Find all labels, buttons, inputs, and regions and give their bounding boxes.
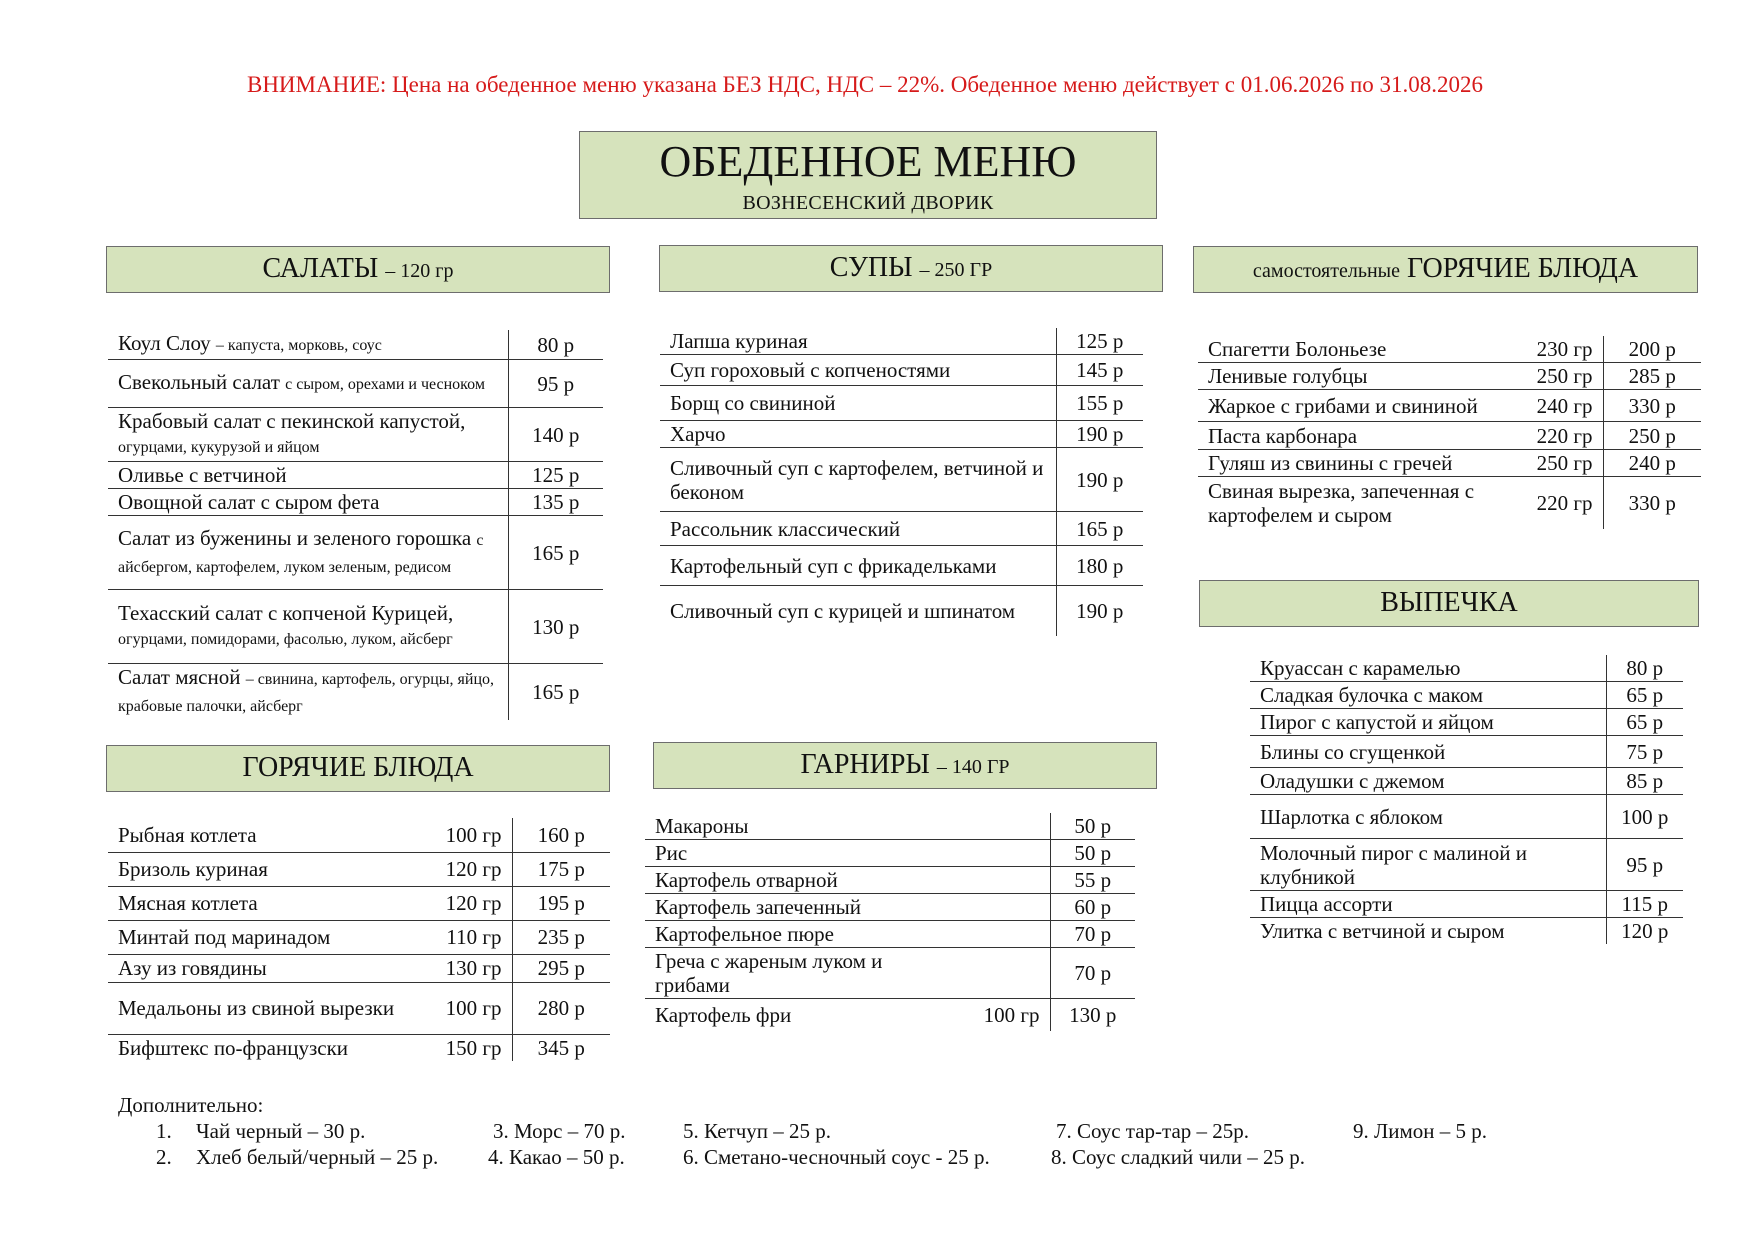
dish-cell bbox=[660, 386, 1056, 421]
soups-header bbox=[659, 245, 1163, 292]
dish-weight bbox=[945, 948, 1050, 999]
salads-header bbox=[106, 246, 610, 293]
dish-cell bbox=[1250, 839, 1606, 891]
menu-row bbox=[108, 920, 610, 954]
menu-row bbox=[645, 840, 1135, 867]
dish-name: Свекольный салат bbox=[118, 370, 280, 394]
dish-name: Бризоль куриная bbox=[118, 857, 268, 881]
dish-name: Крабовый салат с пекинской капустой, bbox=[118, 409, 466, 433]
dish-name: Рассольник классический bbox=[670, 516, 901, 541]
dish-name: Медальоны из свиной вырезки bbox=[118, 996, 395, 1020]
dish-cell bbox=[108, 920, 408, 954]
dish-cell bbox=[645, 867, 945, 894]
dish-weight: 100 гр bbox=[445, 996, 502, 1020]
dish-weight: 130 гр bbox=[445, 956, 502, 980]
menu-row bbox=[660, 328, 1143, 355]
dish-price: 120 р bbox=[1606, 918, 1683, 945]
menu-row bbox=[1250, 891, 1683, 918]
hot-header bbox=[106, 745, 610, 792]
menu-row bbox=[1198, 390, 1701, 422]
menu-row bbox=[108, 462, 603, 489]
dish-weight: 230 гр bbox=[1536, 337, 1593, 361]
vat-notice: ВНИМАНИЕ: Цена на обеденное меню указана БЕЗ НДС, НДС – 22%. Обеденное меню действует с 01.06.2026 по 31.08.2026 bbox=[246, 72, 1483, 97]
menu-row bbox=[645, 999, 1135, 1031]
dish-name: Картофель отварной bbox=[655, 868, 838, 892]
dish-name: Рис bbox=[655, 841, 688, 865]
dish-price: 85 р bbox=[1606, 768, 1683, 795]
garnish-title: ГАРНИРЫ bbox=[800, 749, 930, 780]
menu-row bbox=[1198, 363, 1701, 390]
menu-row bbox=[108, 886, 610, 920]
dish-weight bbox=[945, 921, 1050, 948]
dish-name: Суп гороховый с копченостями bbox=[670, 358, 951, 382]
dish-price: 160 р bbox=[512, 818, 610, 852]
dish-name: Бифштекс по-французски bbox=[118, 1035, 349, 1060]
extras-item: Чай черный – 30 р. bbox=[196, 1119, 366, 1143]
restaurant-name: ВОЗНЕСЕНСКИЙ ДВОРИК bbox=[742, 192, 994, 214]
extras-item: 3. Морс – 70 р. bbox=[493, 1119, 626, 1143]
dish-name: Минтай под маринадом bbox=[118, 925, 331, 949]
dish-name: Техасский салат с копченой Курицей, bbox=[118, 601, 454, 625]
dish-weight: 250 гр bbox=[1536, 451, 1593, 475]
menu-row bbox=[108, 489, 603, 516]
dish-cell bbox=[1198, 477, 1508, 529]
dish-cell bbox=[1198, 450, 1508, 477]
garnish-table bbox=[645, 813, 1135, 1031]
dish-cell bbox=[645, 948, 945, 999]
dish-weight: 220 гр bbox=[1536, 423, 1593, 448]
dish-name: Оладушки с джемом bbox=[1260, 769, 1445, 793]
garnish-header bbox=[653, 742, 1157, 789]
dish-price: 190 р bbox=[1056, 448, 1143, 512]
dish-cell bbox=[1198, 336, 1508, 363]
dish-name: Мясная котлета bbox=[118, 891, 258, 915]
extras-title: Дополнительно: bbox=[118, 1093, 264, 1117]
standalone-hot-table bbox=[1198, 336, 1701, 529]
dish-price: 65 р bbox=[1606, 682, 1683, 709]
dish-cell bbox=[660, 355, 1056, 386]
dish-price: 295 р bbox=[512, 954, 610, 982]
menu-row bbox=[660, 512, 1143, 546]
menu-row bbox=[108, 818, 610, 852]
dish-name: Коул Слоу bbox=[118, 331, 211, 355]
dish-weight bbox=[945, 867, 1050, 894]
dish-name: Оливье с ветчиной bbox=[118, 463, 287, 487]
dish-price: 130 р bbox=[508, 590, 603, 664]
dish-price: 80 р bbox=[1606, 655, 1683, 682]
dish-price: 250 р bbox=[1603, 422, 1701, 450]
dish-name: Картофель фри bbox=[655, 1002, 792, 1027]
dish-cell bbox=[108, 590, 508, 664]
dish-price: 65 р bbox=[1606, 709, 1683, 736]
dish-cell bbox=[1250, 655, 1606, 682]
extras-item: 2. bbox=[156, 1145, 172, 1169]
dish-name: Круассан с карамелью bbox=[1260, 656, 1461, 680]
dish-name: Картофельное пюре bbox=[655, 922, 834, 946]
extras-item: 5. Кетчуп – 25 р. bbox=[683, 1119, 832, 1143]
dish-cell bbox=[645, 894, 945, 921]
menu-row bbox=[108, 360, 603, 408]
dish-cell bbox=[1250, 768, 1606, 795]
dish-name: Гуляш из свинины с гречей bbox=[1208, 451, 1453, 475]
dish-price: 345 р bbox=[512, 1034, 610, 1061]
dish-name: Азу из говядины bbox=[118, 956, 267, 980]
dish-name: Рыбная котлета bbox=[118, 822, 257, 847]
dish-price: 175 р bbox=[512, 852, 610, 886]
menu-row bbox=[108, 852, 610, 886]
menu-row bbox=[108, 664, 603, 721]
menu-row bbox=[108, 590, 603, 664]
extras-item: 9. Лимон – 5 р. bbox=[1353, 1119, 1488, 1143]
dish-cell bbox=[1250, 682, 1606, 709]
dish-price: 330 р bbox=[1603, 477, 1701, 529]
dish-cell bbox=[108, 886, 408, 920]
dish-price: 50 р bbox=[1050, 840, 1135, 867]
menu-row bbox=[1250, 795, 1683, 839]
dish-name: Сливочный суп с картофелем, ветчиной и беконом bbox=[670, 455, 1044, 504]
dish-price: 165 р bbox=[508, 516, 603, 590]
menu-row bbox=[660, 546, 1143, 586]
dish-cell bbox=[108, 462, 508, 489]
dish-cell bbox=[1250, 891, 1606, 918]
dish-cell bbox=[108, 330, 508, 360]
dish-name: Блины со сгущенкой bbox=[1260, 739, 1446, 764]
dish-price: 55 р bbox=[1050, 867, 1135, 894]
dish-price: 200 р bbox=[1603, 336, 1701, 363]
dish-cell bbox=[108, 818, 408, 852]
dish-name: Спагетти Болоньезе bbox=[1208, 337, 1387, 361]
dish-price: 135 р bbox=[508, 489, 603, 516]
dish-name: Овощной салат с сыром фета bbox=[118, 490, 380, 514]
dish-price: 235 р bbox=[512, 920, 610, 954]
dish-description: с сыром, орехами и чесноком bbox=[285, 376, 485, 393]
dish-weight bbox=[945, 813, 1050, 840]
soups-weight: – 250 ГР bbox=[919, 259, 993, 281]
garnish-weight: – 140 ГР bbox=[936, 756, 1010, 778]
extras-item: 7. Соус тар-тар – 25р. bbox=[1056, 1119, 1250, 1143]
menu-row bbox=[1250, 918, 1683, 945]
dish-name: Пицца ассорти bbox=[1260, 892, 1393, 916]
menu-row bbox=[108, 1034, 610, 1061]
dish-price: 190 р bbox=[1056, 586, 1143, 636]
dish-name: Макароны bbox=[655, 814, 749, 838]
dish-price: 190 р bbox=[1056, 421, 1143, 448]
dish-weight bbox=[945, 894, 1050, 921]
standalone-hot-title: ГОРЯЧИЕ БЛЮДА bbox=[1406, 253, 1639, 284]
dish-description: с айсбергом, картофелем, луком зеленым, редисом bbox=[118, 531, 484, 576]
dish-cell bbox=[645, 813, 945, 840]
dish-name: Пирог с капустой и яйцом bbox=[1260, 710, 1494, 734]
dish-name: Салат из буженины и зеленого горошка bbox=[118, 525, 472, 550]
extras-item: 8. Соус сладкий чили – 25 р. bbox=[1051, 1145, 1306, 1169]
dish-cell bbox=[660, 546, 1056, 586]
dish-cell bbox=[1250, 795, 1606, 839]
hot-table bbox=[108, 818, 610, 1061]
dish-weight: 110 гр bbox=[446, 925, 502, 949]
dish-cell bbox=[108, 1034, 408, 1061]
dish-weight: 120 гр bbox=[445, 857, 502, 881]
dish-cell bbox=[108, 852, 408, 886]
dish-cell bbox=[108, 982, 408, 1034]
dish-name: Харчо bbox=[670, 422, 726, 446]
dish-cell bbox=[1198, 422, 1508, 450]
menu-row bbox=[660, 586, 1143, 636]
dish-cell bbox=[660, 421, 1056, 448]
menu-row bbox=[660, 448, 1143, 512]
dish-cell bbox=[1250, 709, 1606, 736]
dish-price: 100 р bbox=[1606, 795, 1683, 839]
dish-price: 165 р bbox=[508, 664, 603, 721]
standalone-hot-header bbox=[1193, 246, 1698, 293]
dish-cell bbox=[660, 328, 1056, 355]
bakery-header bbox=[1199, 580, 1699, 627]
dish-weight: 100 гр bbox=[983, 1002, 1040, 1027]
soups-table bbox=[660, 328, 1143, 636]
menu-row bbox=[645, 921, 1135, 948]
dish-name: Сливочный суп с курицей и шпинатом bbox=[670, 598, 1016, 623]
dish-name: Сладкая булочка с маком bbox=[1260, 683, 1484, 707]
dish-name: Картофельный суп с фрикадельками bbox=[670, 553, 997, 578]
menu-row bbox=[1198, 450, 1701, 477]
dish-price: 145 р bbox=[1056, 355, 1143, 386]
dish-price: 125 р bbox=[1056, 328, 1143, 355]
menu-row bbox=[108, 954, 610, 982]
menu-row bbox=[660, 355, 1143, 386]
dish-price: 75 р bbox=[1606, 736, 1683, 768]
dish-price: 60 р bbox=[1050, 894, 1135, 921]
dish-cell bbox=[645, 921, 945, 948]
dish-price: 240 р bbox=[1603, 450, 1701, 477]
bakery-title: ВЫПЕЧКА bbox=[1380, 587, 1518, 618]
dish-price: 285 р bbox=[1603, 363, 1701, 390]
dish-name: Салат мясной bbox=[118, 665, 241, 689]
dish-cell bbox=[108, 408, 508, 462]
menu-row bbox=[1198, 477, 1701, 529]
extras-row-2 bbox=[118, 1144, 1487, 1170]
dish-description: – капуста, морковь, соус bbox=[215, 337, 382, 354]
menu-row bbox=[645, 867, 1135, 894]
dish-price: 140 р bbox=[508, 408, 603, 462]
dish-price: 155 р bbox=[1056, 386, 1143, 421]
dish-price: 50 р bbox=[1050, 813, 1135, 840]
extras-item: 4. Какао – 50 р. bbox=[488, 1145, 625, 1169]
dish-name: Молочный пирог с малиной и клубникой bbox=[1260, 840, 1527, 889]
dish-name: Улитка с ветчиной и сыром bbox=[1260, 919, 1505, 943]
dish-price: 70 р bbox=[1050, 921, 1135, 948]
dish-cell bbox=[108, 954, 408, 982]
dish-name: Шарлотка с яблоком bbox=[1260, 804, 1443, 829]
dish-price: 195 р bbox=[512, 886, 610, 920]
dish-weight: 250 гр bbox=[1536, 364, 1593, 388]
menu-title: ОБЕДЕННОЕ МЕНЮ bbox=[659, 137, 1077, 186]
menu-title-box bbox=[579, 131, 1157, 219]
dish-cell bbox=[108, 489, 508, 516]
dish-name: Лапша куриная bbox=[670, 329, 808, 353]
menu-row bbox=[108, 982, 610, 1034]
dish-price: 125 р bbox=[508, 462, 603, 489]
dish-weight: 220 гр bbox=[1536, 490, 1593, 515]
extras-section bbox=[118, 1092, 1487, 1170]
dish-cell bbox=[1198, 363, 1508, 390]
dish-cell bbox=[660, 512, 1056, 546]
menu-row bbox=[1250, 682, 1683, 709]
dish-name: Ленивые голубцы bbox=[1208, 364, 1368, 388]
dish-price: 180 р bbox=[1056, 546, 1143, 586]
extras-item: 1. bbox=[156, 1119, 172, 1143]
soups-title: СУПЫ bbox=[829, 252, 913, 283]
dish-description: огурцами, помидорами, фасолью, луком, айсберг bbox=[118, 631, 453, 648]
dish-cell bbox=[1198, 390, 1508, 422]
dish-price: 165 р bbox=[1056, 512, 1143, 546]
extras-row-1 bbox=[118, 1118, 1487, 1144]
salads-table bbox=[108, 330, 603, 720]
dish-cell bbox=[1250, 918, 1606, 945]
dish-weight: 100 гр bbox=[445, 822, 502, 847]
standalone-hot-prefix: самостоятельные bbox=[1252, 260, 1400, 282]
dish-cell bbox=[645, 840, 945, 867]
hot-title: ГОРЯЧИЕ БЛЮДА bbox=[242, 752, 474, 783]
dish-name: Жаркое с грибами и свининой bbox=[1208, 393, 1478, 418]
menu-row bbox=[108, 408, 603, 462]
menu-row bbox=[1198, 422, 1701, 450]
dish-description: – свинина, картофель, огурцы, яйцо, крабовые палочки, айсберг bbox=[118, 671, 495, 715]
bakery-table bbox=[1250, 655, 1683, 944]
menu-row bbox=[1250, 709, 1683, 736]
menu-row bbox=[660, 421, 1143, 448]
dish-name: Борщ со свининой bbox=[670, 391, 836, 415]
menu-row bbox=[108, 330, 603, 360]
dish-price: 70 р bbox=[1050, 948, 1135, 999]
dish-cell bbox=[108, 664, 508, 721]
menu-row bbox=[1198, 336, 1701, 363]
dish-cell bbox=[660, 586, 1056, 636]
dish-price: 130 р bbox=[1050, 999, 1135, 1031]
menu-row bbox=[1250, 655, 1683, 682]
dish-price: 280 р bbox=[512, 982, 610, 1034]
menu-row bbox=[645, 813, 1135, 840]
dish-cell bbox=[1250, 736, 1606, 768]
menu-row bbox=[1250, 736, 1683, 768]
menu-row bbox=[645, 948, 1135, 999]
dish-name: Картофель запеченный bbox=[655, 895, 861, 919]
dish-cell bbox=[645, 999, 945, 1031]
dish-name: Свиная вырезка, запеченная с картофелем и сыром bbox=[1208, 478, 1475, 527]
dish-name: Греча с жареным луком и грибами bbox=[655, 949, 883, 997]
dish-price: 115 р bbox=[1606, 891, 1683, 918]
dish-weight: 240 гр bbox=[1536, 393, 1593, 418]
dish-price: 330 р bbox=[1603, 390, 1701, 422]
dish-cell bbox=[108, 360, 508, 408]
dish-weight: 150 гр bbox=[445, 1035, 502, 1060]
salads-title: САЛАТЫ bbox=[262, 253, 379, 284]
dish-cell bbox=[108, 516, 508, 590]
dish-price: 95 р bbox=[1606, 839, 1683, 891]
menu-row bbox=[108, 516, 603, 590]
dish-name: Паста карбонара bbox=[1208, 423, 1358, 448]
salads-weight: – 120 гр bbox=[385, 260, 454, 282]
menu-row bbox=[645, 894, 1135, 921]
dish-weight bbox=[945, 840, 1050, 867]
extras-item: 6. Сметано-чесночный соус - 25 р. bbox=[683, 1145, 990, 1169]
dish-price: 95 р bbox=[508, 360, 603, 408]
dish-weight: 120 гр bbox=[445, 891, 502, 915]
dish-cell bbox=[660, 448, 1056, 512]
menu-row bbox=[1250, 839, 1683, 891]
dish-price: 80 р bbox=[508, 330, 603, 360]
menu-row bbox=[660, 386, 1143, 421]
extras-item: Хлеб белый/черный – 25 р. bbox=[196, 1145, 439, 1169]
menu-row bbox=[1250, 768, 1683, 795]
dish-description: огурцами, кукурузой и яйцом bbox=[118, 439, 320, 456]
